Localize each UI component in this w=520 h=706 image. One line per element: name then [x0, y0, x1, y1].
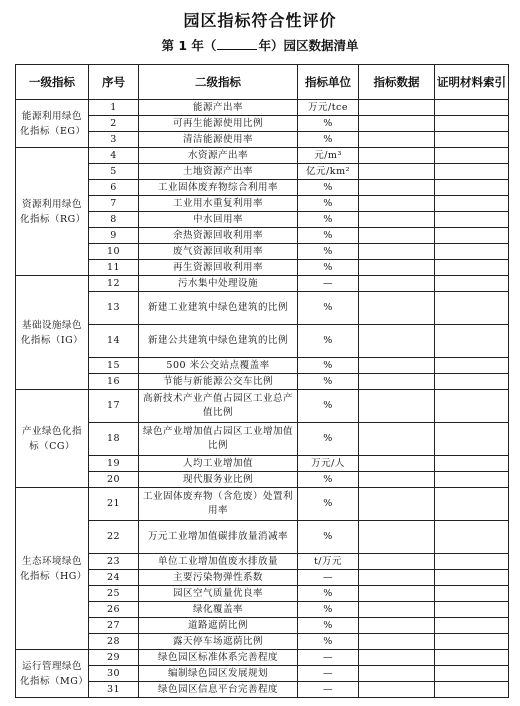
indicator-data-cell[interactable]: [359, 488, 435, 521]
indicator-data-cell[interactable]: [359, 586, 435, 602]
indicator-name-cell: 主要污染物弹性系数: [139, 570, 298, 586]
evidence-index-cell[interactable]: [435, 196, 509, 212]
unit-cell: %: [298, 292, 359, 325]
unit-cell: —: [298, 276, 359, 292]
indicator-name-cell: 能源产出率: [139, 100, 298, 116]
evidence-index-cell[interactable]: [435, 164, 509, 180]
table-row: [16, 325, 509, 358]
indicator-data-cell[interactable]: [359, 456, 435, 472]
evidence-index-cell[interactable]: [435, 570, 509, 586]
indicator-data-cell[interactable]: [359, 260, 435, 276]
seq-cell: 1: [89, 100, 139, 116]
evidence-index-cell[interactable]: [435, 292, 509, 325]
unit-cell: 万元/人: [298, 456, 359, 472]
table-row: [16, 116, 509, 132]
indicator-name-cell: 500 米公交站点覆盖率: [139, 358, 298, 374]
table-row: [16, 682, 509, 698]
unit-cell: t/万元: [298, 554, 359, 570]
indicator-data-cell[interactable]: [359, 521, 435, 554]
evidence-index-cell[interactable]: [435, 618, 509, 634]
evidence-index-cell[interactable]: [435, 586, 509, 602]
indicator-name-cell: 编制绿色园区发展规划: [139, 666, 298, 682]
table-row: [16, 488, 509, 521]
evidence-index-cell[interactable]: [435, 472, 509, 488]
indicator-name-cell: 中水回用率: [139, 212, 298, 228]
seq-cell: 22: [89, 521, 139, 554]
indicator-name-cell: 高新技术产业产值占园区工业总产值比例: [139, 390, 298, 423]
indicator-data-cell[interactable]: [359, 390, 435, 423]
seq-cell: 18: [89, 423, 139, 456]
indicator-name-cell: 清洁能源使用率: [139, 132, 298, 148]
indicator-data-cell[interactable]: [359, 116, 435, 132]
seq-cell: 8: [89, 212, 139, 228]
table-row: [16, 472, 509, 488]
table-row: [16, 260, 509, 276]
category-cell: 运行管理绿色化指标（MG）: [16, 650, 89, 698]
evidence-index-cell[interactable]: [435, 521, 509, 554]
table-row: [16, 212, 509, 228]
unit-cell: %: [298, 358, 359, 374]
table-row: [16, 554, 509, 570]
table-row: [16, 132, 509, 148]
unit-cell: %: [298, 521, 359, 554]
indicator-name-cell: 工业用水重复利用率: [139, 196, 298, 212]
evidence-index-cell[interactable]: [435, 116, 509, 132]
unit-cell: %: [298, 116, 359, 132]
table-row: [16, 634, 509, 650]
evidence-index-cell[interactable]: [435, 358, 509, 374]
indicator-name-cell: 新建公共建筑中绿色建筑的比例: [139, 325, 298, 358]
table-body: [16, 100, 509, 698]
indicator-name-cell: 土地资源产出率: [139, 164, 298, 180]
indicator-name-cell: 工业固体废弃物综合利用率: [139, 180, 298, 196]
indicator-name-cell: 露天停车场遮荫比例: [139, 634, 298, 650]
indicator-data-cell[interactable]: [359, 570, 435, 586]
unit-cell: 元/m³: [298, 148, 359, 164]
indicator-data-cell[interactable]: [359, 180, 435, 196]
unit-cell: %: [298, 602, 359, 618]
table-header-row: [16, 65, 509, 100]
evidence-index-cell[interactable]: [435, 148, 509, 164]
table-row: [16, 521, 509, 554]
table-row: [16, 228, 509, 244]
seq-cell: 16: [89, 374, 139, 390]
indicator-data-cell[interactable]: [359, 682, 435, 698]
indicator-name-cell: 污水集中处理设施: [139, 276, 298, 292]
seq-cell: 25: [89, 586, 139, 602]
indicator-data-cell[interactable]: [359, 196, 435, 212]
table-row: [16, 180, 509, 196]
indicator-name-cell: 可再生能源使用比例: [139, 116, 298, 132]
indicator-data-cell[interactable]: [359, 100, 435, 116]
indicator-data-cell[interactable]: [359, 472, 435, 488]
unit-cell: —: [298, 682, 359, 698]
category-cell: 资源利用绿色化指标（RG）: [16, 148, 89, 276]
indicator-name-cell: 废气资源回收利用率: [139, 244, 298, 260]
indicator-data-cell[interactable]: [359, 228, 435, 244]
seq-cell: 9: [89, 228, 139, 244]
unit-cell: —: [298, 666, 359, 682]
indicator-data-cell[interactable]: [359, 212, 435, 228]
indicator-data-cell[interactable]: [359, 358, 435, 374]
evidence-index-cell[interactable]: [435, 100, 509, 116]
indicator-data-cell[interactable]: [359, 132, 435, 148]
unit-cell: %: [298, 228, 359, 244]
unit-cell: %: [298, 212, 359, 228]
header-level2: 二级指标: [139, 65, 298, 100]
seq-cell: 3: [89, 132, 139, 148]
page-subtitle: [0, 36, 520, 54]
indicator-name-cell: 节能与新能源公交车比例: [139, 374, 298, 390]
indicator-name-cell: 水资源产出率: [139, 148, 298, 164]
evidence-index-cell[interactable]: [435, 488, 509, 521]
indicator-data-cell[interactable]: [359, 325, 435, 358]
unit-cell: —: [298, 650, 359, 666]
evidence-index-cell[interactable]: [435, 390, 509, 423]
evidence-index-cell[interactable]: [435, 244, 509, 260]
unit-cell: %: [298, 618, 359, 634]
seq-cell: 7: [89, 196, 139, 212]
indicator-data-cell[interactable]: [359, 164, 435, 180]
seq-cell: 26: [89, 602, 139, 618]
header-level1: 一级指标: [16, 65, 89, 100]
indicator-name-cell: 人均工业增加值: [139, 456, 298, 472]
evidence-index-cell[interactable]: [435, 554, 509, 570]
table-row: [16, 602, 509, 618]
subtitle-suffix: 年）园区数据清单: [258, 38, 359, 53]
header-evidence: 证明材料索引: [435, 65, 509, 100]
evidence-index-cell[interactable]: [435, 325, 509, 358]
table-row: [16, 666, 509, 682]
seq-cell: 2: [89, 116, 139, 132]
evidence-index-cell[interactable]: [435, 212, 509, 228]
indicator-data-cell[interactable]: [359, 650, 435, 666]
indicator-data-cell[interactable]: [359, 374, 435, 390]
indicator-data-cell[interactable]: [359, 666, 435, 682]
unit-cell: %: [298, 390, 359, 423]
seq-cell: 15: [89, 358, 139, 374]
indicator-name-cell: 绿色园区信息平台完善程度: [139, 682, 298, 698]
indicator-name-cell: 现代服务业比例: [139, 472, 298, 488]
indicator-name-cell: 绿色园区标准体系完善程度: [139, 650, 298, 666]
unit-cell: %: [298, 132, 359, 148]
table-row: [16, 390, 509, 423]
table-row: [16, 586, 509, 602]
unit-cell: %: [298, 260, 359, 276]
evidence-index-cell[interactable]: [435, 456, 509, 472]
table-row: [16, 423, 509, 456]
indicator-name-cell: 园区空气质量优良率: [139, 586, 298, 602]
evidence-index-cell[interactable]: [435, 602, 509, 618]
seq-cell: 11: [89, 260, 139, 276]
seq-cell: 21: [89, 488, 139, 521]
unit-cell: %: [298, 325, 359, 358]
evidence-index-cell[interactable]: [435, 634, 509, 650]
unit-cell: %: [298, 374, 359, 390]
seq-cell: 29: [89, 650, 139, 666]
seq-cell: 31: [89, 682, 139, 698]
seq-cell: 4: [89, 148, 139, 164]
unit-cell: 亿元/km²: [298, 164, 359, 180]
category-cell: 基础设施绿色化指标（IG）: [16, 276, 89, 390]
indicator-name-cell: 新建工业建筑中绿色建筑的比例: [139, 292, 298, 325]
seq-cell: 24: [89, 570, 139, 586]
unit-cell: —: [298, 570, 359, 586]
category-cell: 生态环境绿色化指标（HG）: [16, 488, 89, 650]
indicator-name-cell: 道路遮荫比例: [139, 618, 298, 634]
table-row: [16, 100, 509, 116]
header-data: 指标数据: [359, 65, 435, 100]
indicator-name-cell: 工业固体废弃物（含危废）处置利用率: [139, 488, 298, 521]
indicator-name-cell: 余热资源回收利用率: [139, 228, 298, 244]
table-row: [16, 148, 509, 164]
evidence-index-cell[interactable]: [435, 374, 509, 390]
category-cell: 产业绿色化指标（CG）: [16, 390, 89, 488]
evidence-index-cell[interactable]: [435, 650, 509, 666]
header-unit: 指标单位: [298, 65, 359, 100]
evidence-index-cell[interactable]: [435, 228, 509, 244]
indicator-name-cell: 绿化覆盖率: [139, 602, 298, 618]
indicator-name-cell: 单位工业增加值废水排放量: [139, 554, 298, 570]
unit-cell: 万元/tce: [298, 100, 359, 116]
indicator-data-cell[interactable]: [359, 554, 435, 570]
table-row: [16, 456, 509, 472]
seq-cell: 17: [89, 390, 139, 423]
header-seq: 序号: [89, 65, 139, 100]
table-row: [16, 358, 509, 374]
seq-cell: 27: [89, 618, 139, 634]
unit-cell: %: [298, 634, 359, 650]
seq-cell: 23: [89, 554, 139, 570]
table-row: [16, 650, 509, 666]
seq-cell: 20: [89, 472, 139, 488]
category-cell: 能源利用绿色化指标（EG）: [16, 100, 89, 148]
seq-cell: 5: [89, 164, 139, 180]
indicator-name-cell: 绿色产业增加值占园区工业增加值比例: [139, 423, 298, 456]
indicator-name-cell: 万元工业增加值碳排放量消减率: [139, 521, 298, 554]
table-row: [16, 374, 509, 390]
seq-cell: 30: [89, 666, 139, 682]
indicator-name-cell: 再生资源回收利用率: [139, 260, 298, 276]
indicator-data-cell[interactable]: [359, 148, 435, 164]
subtitle-prefix: 第 1 年（: [161, 38, 217, 53]
evidence-index-cell[interactable]: [435, 180, 509, 196]
seq-cell: 13: [89, 292, 139, 325]
table-row: [16, 292, 509, 325]
table-row: [16, 196, 509, 212]
seq-cell: 12: [89, 276, 139, 292]
table-row: [16, 570, 509, 586]
seq-cell: 10: [89, 244, 139, 260]
seq-cell: 28: [89, 634, 139, 650]
indicator-table: [15, 64, 509, 698]
table-row: [16, 276, 509, 292]
unit-cell: %: [298, 196, 359, 212]
indicator-data-cell[interactable]: [359, 602, 435, 618]
indicator-data-cell[interactable]: [359, 423, 435, 456]
unit-cell: %: [298, 586, 359, 602]
unit-cell: %: [298, 488, 359, 521]
table-row: [16, 618, 509, 634]
evidence-index-cell[interactable]: [435, 276, 509, 292]
evidence-index-cell[interactable]: [435, 666, 509, 682]
unit-cell: %: [298, 472, 359, 488]
table-row: [16, 164, 509, 180]
table-row: [16, 244, 509, 260]
indicator-data-cell[interactable]: [359, 634, 435, 650]
unit-cell: %: [298, 180, 359, 196]
evidence-index-cell[interactable]: [435, 423, 509, 456]
indicator-data-cell[interactable]: [359, 618, 435, 634]
indicator-data-cell[interactable]: [359, 292, 435, 325]
seq-cell: 14: [89, 325, 139, 358]
evidence-index-cell[interactable]: [435, 682, 509, 698]
page-title: 园区指标符合性评价: [183, 11, 337, 30]
unit-cell: %: [298, 244, 359, 260]
year-blank-field[interactable]: [217, 37, 257, 50]
seq-cell: 6: [89, 180, 139, 196]
evidence-index-cell[interactable]: [435, 260, 509, 276]
evidence-index-cell[interactable]: [435, 132, 509, 148]
indicator-data-cell[interactable]: [359, 276, 435, 292]
unit-cell: %: [298, 423, 359, 456]
indicator-data-cell[interactable]: [359, 244, 435, 260]
seq-cell: 19: [89, 456, 139, 472]
